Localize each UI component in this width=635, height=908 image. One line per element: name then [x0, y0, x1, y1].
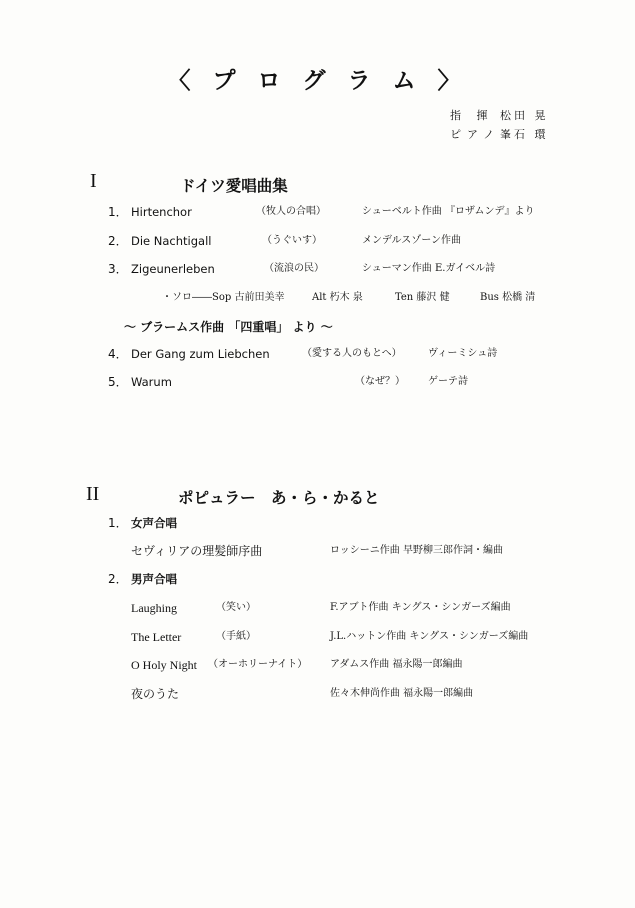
item-credit: ゲーテ詩: [428, 376, 468, 387]
item-subtitle: （うぐいす）: [262, 235, 322, 246]
item-subtitle: （流浪の民）: [264, 263, 324, 274]
credit-person: 松田 晃: [500, 109, 549, 122]
item-number: 3．: [108, 262, 128, 276]
section-2-title: ポピュラー あ・ら・かると: [178, 489, 380, 507]
solo-soprano: ・ソロ――Sop 古前田美幸: [162, 292, 285, 303]
solo-alto: Alt 朽木 泉: [312, 292, 363, 303]
piece-title: Laughing: [131, 601, 177, 615]
piece-credit: F.アブト作曲 キングス・シンガーズ編曲: [330, 602, 511, 613]
item-credit: メンデルスゾーン作曲: [362, 235, 461, 246]
piece-title: The Letter: [131, 630, 182, 644]
solo-tenor: Ten 藤沢 健: [395, 292, 450, 303]
brahms-heading: ～ ブラームス作曲 「四重唱」 より ～: [124, 320, 333, 334]
piece-credit: J.L.ハットン作曲 キングス・シンガーズ編曲: [330, 631, 529, 642]
item-subtitle: （なぜ？）: [355, 376, 405, 387]
program-item-1: [0, 202, 635, 222]
group-2-heading: [0, 569, 635, 589]
piece-subtitle: （手紙）: [216, 631, 256, 642]
program-item-2: [0, 231, 635, 251]
program-item-5: [0, 372, 635, 392]
piece-credit: ロッシーニ作曲 早野柳三郎作詞・編曲: [330, 545, 503, 556]
piece-title: O Holy Night: [131, 658, 197, 672]
item-title: Warum: [131, 375, 172, 389]
section-2-numeral: II: [86, 483, 100, 505]
item-number: 2．: [108, 234, 128, 248]
piece-subtitle: （オーホリーナイト）: [208, 659, 308, 670]
group-label: 女声合唱: [131, 516, 177, 530]
brahms-heading-row: [0, 317, 635, 337]
piece-row: [0, 541, 635, 561]
item-credit: ヴィーミシュ詩: [428, 348, 498, 359]
group-1-heading: [0, 513, 635, 533]
section-1-numeral: I: [90, 170, 97, 192]
credit-piano: [450, 125, 549, 144]
piece-row: [0, 627, 635, 647]
group-number: 2．: [108, 572, 128, 586]
piece-row: [0, 598, 635, 618]
piece-subtitle: （笑い）: [216, 602, 256, 613]
section-1-title: ドイツ愛唱曲集: [180, 177, 288, 195]
piece-row: [0, 684, 635, 704]
program-item-3: [0, 259, 635, 279]
piece-credit: アダムス作曲 福永陽一郎編曲: [330, 659, 463, 670]
credit-conductor: [450, 106, 549, 125]
item-credit: シューベルト作曲 『ロザムンデ』より: [362, 206, 535, 217]
credit-role: ピアノ: [450, 128, 501, 141]
piece-title: 夜のうた: [131, 687, 180, 701]
piece-credit: 佐々木伸尚作曲 福永陽一郎編曲: [330, 688, 474, 699]
item-title: Zigeunerleben: [131, 262, 215, 276]
item-title: Die Nachtigall: [131, 234, 212, 248]
group-number: 1．: [108, 516, 128, 530]
item-subtitle: （愛する人のもとへ）: [302, 348, 402, 359]
credit-person: 峯石 環: [500, 128, 549, 141]
page-title: 〈 プ ロ グ ラ ム 〉: [167, 68, 468, 94]
program-item-4: [0, 344, 635, 364]
performer-credits: [450, 106, 549, 144]
item-subtitle: （牧人の合唱）: [256, 206, 326, 217]
item-credit: シューマン作曲 E.ガイベル詩: [362, 263, 496, 274]
item-title: Hirtenchor: [131, 205, 192, 219]
credit-role: 指 揮: [450, 109, 494, 122]
solo-credits: [0, 288, 635, 308]
item-title: Der Gang zum Liebchen: [131, 347, 270, 361]
item-number: 5．: [108, 375, 128, 389]
group-label: 男声合唱: [131, 572, 177, 586]
piece-title: セヴィリアの理髪師序曲: [131, 544, 263, 558]
piece-row: [0, 655, 635, 675]
item-number: 4．: [108, 347, 128, 361]
solo-bass: Bus 松橋 清: [480, 292, 536, 303]
item-number: 1．: [108, 205, 128, 219]
